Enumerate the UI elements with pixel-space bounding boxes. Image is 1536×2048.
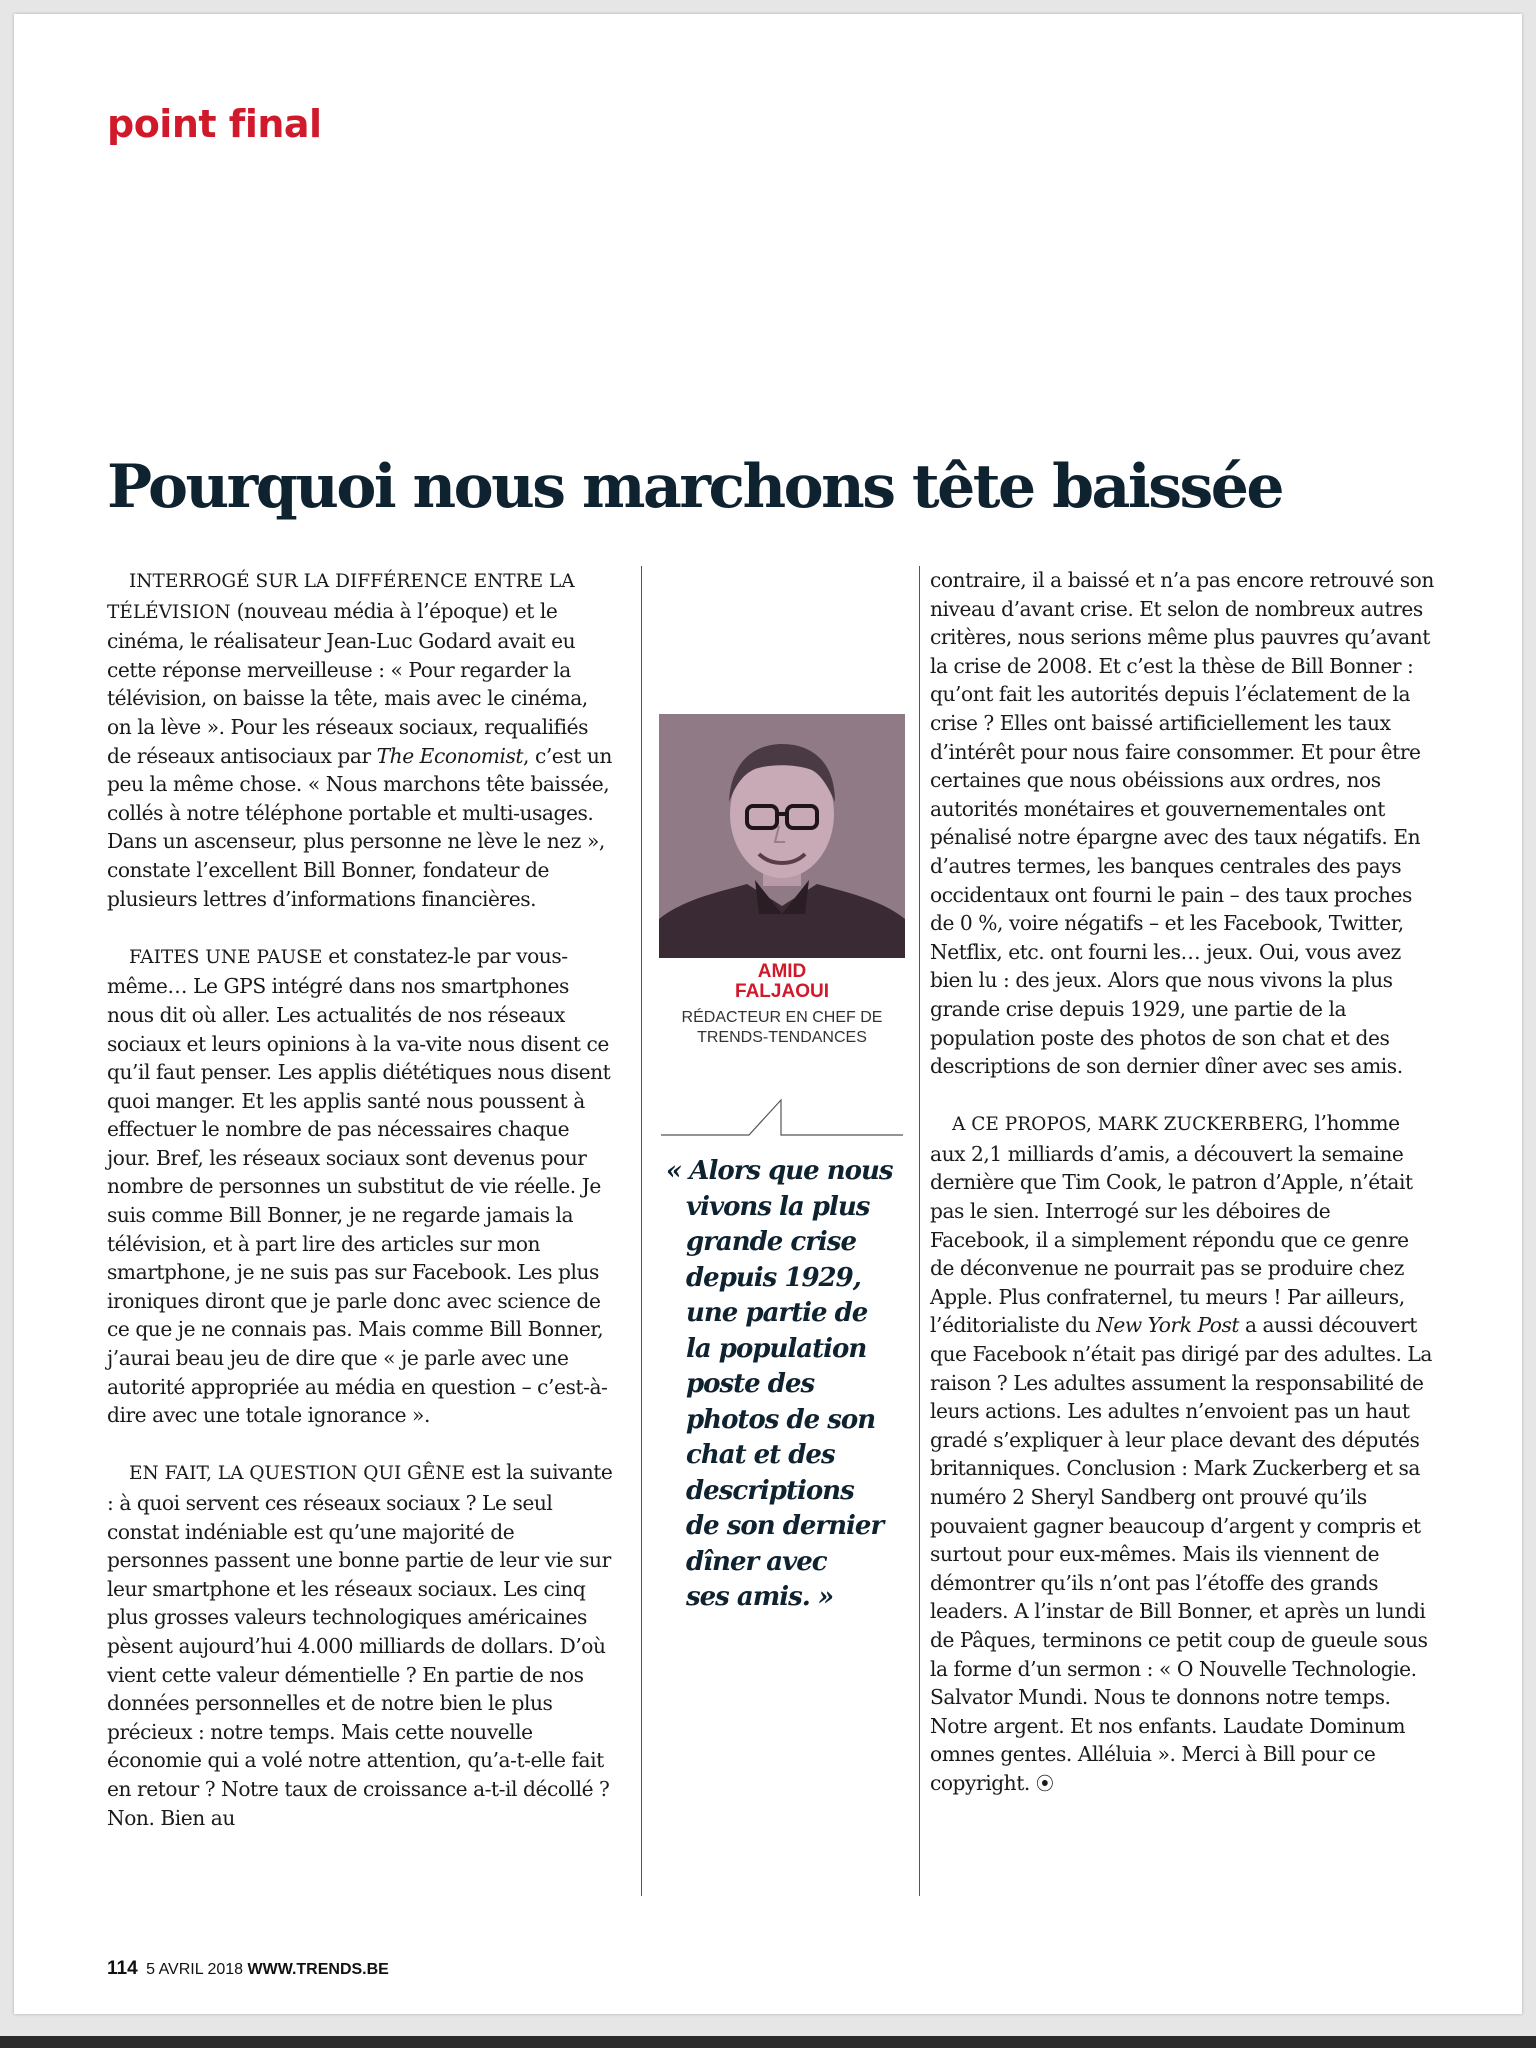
column-divider-left xyxy=(641,566,642,1896)
author-name: AMID FALJAOUI xyxy=(735,961,829,1002)
pull-quote-line: ses amis. » xyxy=(686,1582,834,1612)
paragraph-1-lead: INTERROGÉ SUR LA DIFFÉRENCE ENTRE LA TÉLÉVISION xyxy=(107,571,575,623)
pull-quote-line: vivons la plus xyxy=(686,1191,870,1222)
paragraph-2: FAITES UNE PAUSE et constatez-le par vous-même… Le GPS intégré dans nos smartphones nous dit où aller. Les actualités de nos réseaux sociaux et leurs opinions à la va-vite nous disent ce qu’il faut penser. Les applis diététiques nous disent quoi manger. Et les applis santé nous poussent à effectuer le nombre de pas nécessaires chaque jour. Bref, les réseaux sociaux sont devenus pour nombre de personnes un substitut de vie réelle. Je suis comme Bill Bonner, je ne regarde jamais la télévision, et à part lire des articles sur mon smartphone, je ne suis pas sur Facebook. Les plus ironiques diront que je parle donc avec science de ce que je ne connais pas. Mais comme Bill Bonner, j’aurai beau jeu de dire que « je parle avec une autorité appropriée au média en question – c’est-à-dire avec une totale ignorance ». xyxy=(107,943,611,1428)
paragraph-5-lead: A CE PROPOS, MARK ZUCKERBERG, xyxy=(952,1114,1309,1136)
pull-quote-line: chat et des xyxy=(686,1440,835,1470)
pull-quote-line: poste des xyxy=(686,1369,815,1399)
column-divider-right xyxy=(919,566,920,1896)
pull-quote-line: depuis 1929, xyxy=(686,1262,861,1293)
author-portrait xyxy=(659,714,905,958)
bottom-strip xyxy=(0,2036,1536,2048)
page-number: 114 xyxy=(107,1958,138,1979)
pull-quote-line: de son dernier xyxy=(686,1511,884,1541)
left-column xyxy=(107,566,617,1832)
paragraph-3: EN FAIT, LA QUESTION QUI GÊNE est la suivante : à quoi servent ces réseaux sociaux ? Le seul constat indéniable est qu’une majorité de personnes passent une bonne partie de leur vie sur leur smartphone et les réseaux sociaux. Les cinq plus grosses valeurs technologiques américaines pèsent aujourd’hui 4.000 milliards de dollars. D’où vient cette valeur démentielle ? En partie de nos données personnelles et de notre bien le plus précieux : notre temps. Mais cette nouvelle économie qui a volé notre attention, qu’a-t-elle fait en retour ? Notre taux de croissance a-t-il décollé ? Non. Bien au xyxy=(107,1460,613,1830)
pull-quote-line: grande crise xyxy=(686,1227,856,1257)
author-byline xyxy=(659,962,905,1048)
website-link[interactable]: WWW.TRENDS.BE xyxy=(247,1961,389,1978)
pull-quote-line: dîner avec xyxy=(686,1546,827,1577)
issue-date: 5 AVRIL 2018 xyxy=(146,1961,244,1978)
end-of-article-icon: ⦿ xyxy=(1035,1773,1054,1795)
paragraph-3-lead: EN FAIT, LA QUESTION QUI GÊNE xyxy=(129,1463,466,1485)
publication-name: New York Post xyxy=(1096,1313,1240,1338)
pull-quote xyxy=(666,1154,906,1616)
pull-quote-line: photos de son xyxy=(686,1404,876,1435)
right-column xyxy=(930,566,1435,1800)
pull-quote-line: « Alors que nous xyxy=(666,1156,893,1186)
page-footer xyxy=(107,1958,389,1980)
pull-quote-line: une partie de xyxy=(686,1298,868,1328)
paragraph-1: INTERROGÉ SUR LA DIFFÉRENCE ENTRE LA TÉLÉVISION (nouveau média à l’époque) et le cinéma, le réalisateur Jean-Luc Godard avait eu cette réponse merveilleuse : « Pour regarder la télévision, on baisse la tête, mais avec le cinéma, on la lève ». Pour les réseaux sociaux, requalifiés de réseaux antisociaux par The Economist, c’est un peu la même chose. « Nous marchons tête baissée, collés à notre téléphone portable et multi-usages. Dans un ascenseur, plus personne ne lève le nez », constate l’excellent Bill Bonner, fondateur de plusieurs lettres d’informations financières. xyxy=(107,571,612,911)
magazine-page xyxy=(14,14,1522,2014)
paragraph-2-lead: FAITES UNE PAUSE xyxy=(129,946,323,968)
author-role: RÉDACTEUR EN CHEF DE TRENDS-TENDANCES xyxy=(681,1009,883,1046)
article-headline: Pourquoi nous marchons tête baissée xyxy=(107,452,1283,522)
publication-name: The Economist xyxy=(376,743,524,768)
pull-quote-line: descriptions xyxy=(686,1475,854,1506)
section-label: point final xyxy=(107,102,322,146)
pull-quote-divider xyxy=(659,1090,905,1138)
pull-quote-line: la population xyxy=(686,1333,867,1364)
paragraph-5: A CE PROPOS, MARK ZUCKERBERG, l’homme aux 2,1 milliards d’amis, a découvert la semaine dernière que Tim Cook, le patron d’Apple, n’était pas le sien. Interrogé sur les déboires de Facebook, il a simplement répondu que ce genre de déconvenue ne pourrait pas se produire chez Apple. Plus confraternel, tu meurs ! Par ailleurs, l’éditorialiste du New York Post a aussi découvert que Facebook n’était pas dirigé par des adultes. La raison ? Les adultes assument la responsabilité de leurs actions. Les adultes n’envoient pas un haut gradé s’expliquer à leur place devant des députés britanniques. Conclusion : Mark Zuckerberg et sa numéro 2 Sheryl Sandberg ont prouvé qu’ils pouvaient gagner beaucoup d’argent y compris et surtout pour eux-mêmes. Mais ils viennent de démontrer qu’ils n’ont pas l’étoffe des grands leaders. A l’instar de Bill Bonner, et après un lundi de Pâques, terminons ce petit coup de gueule sous la forme d’un sermon : « O Nouvelle Technologie. Salvator Mundi. Nous te donnons notre temps. Notre argent. Et nos enfants. Laudate Dominum omnes gentes. Alléluia ». Merci à Bill pour ce copyright. ⦿ xyxy=(930,1111,1432,1795)
paragraph-4: contraire, il a baissé et n’a pas encore retrouvé son niveau d’avant crise. Et selon de nombreux autres critères, nous serions même plus pauvres qu’avant la crise de 2008. Et c’est la thèse de Bill Bonner : qu’ont fait les autorités depuis l’éclatement de la crise ? Elles ont baissé artificiellement les taux d’intérêt pour nous faire consommer. Et pour être certaines que nous obéissions aux ordres, nos autorités monétaires et gouvernementales ont pénalisé notre épargne avec des taux négatifs. En d’autres termes, les banques centrales des pays occidentaux ont fourni le pain – des taux proches de 0 %, voire négatifs – et les Facebook, Twitter, Netflix, etc. ont fourni les… jeux. Oui, vous avez bien lu : des jeux. Alors que nous vivons la plus grande crise depuis 1929, une partie de la population poste des photos de son chat et des descriptions de son dernier dîner avec ses amis. xyxy=(930,568,1434,1079)
